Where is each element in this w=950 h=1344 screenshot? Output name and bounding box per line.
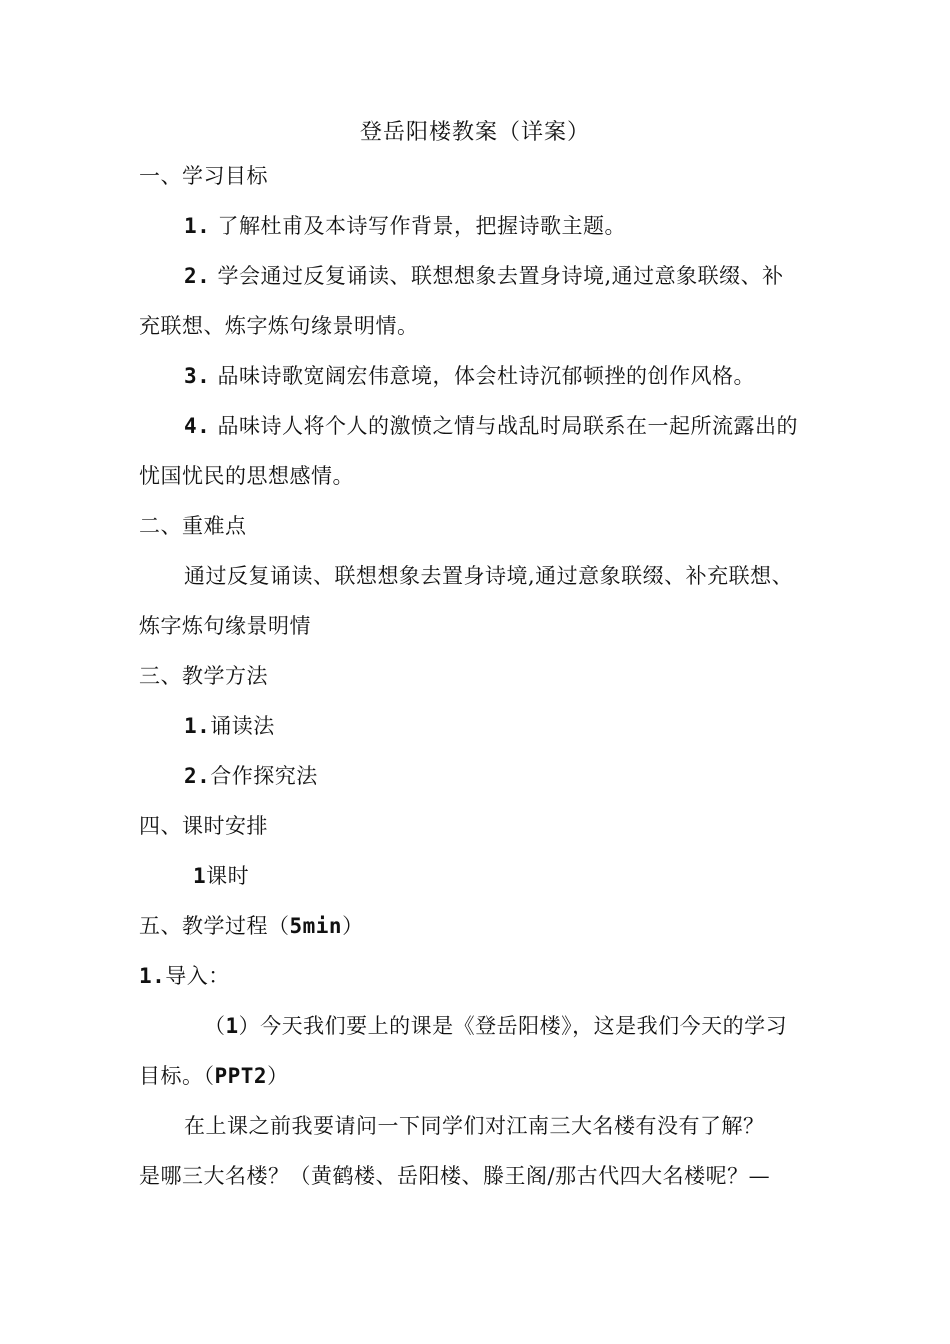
item-number: 1. (184, 214, 211, 238)
item-text: 了解杜甫及本诗写作背景，把握诗歌主题。 (217, 214, 626, 238)
item-text: 合作探究法 (210, 764, 318, 788)
method-item-1 (184, 711, 275, 741)
item-text: 诵读法 (210, 714, 275, 738)
slide-reference: PPT2 (214, 1064, 268, 1088)
item-text: 导入： (165, 964, 230, 988)
section-heading-schedule: 四、课时安排 (139, 814, 268, 838)
objective-item-1 (184, 211, 626, 241)
item-text: 课时 (206, 864, 250, 888)
text-part: （ (204, 1014, 226, 1038)
objective-item-2 (184, 261, 784, 291)
item-number: 1. (139, 964, 166, 988)
item-number: 2. (184, 264, 211, 288)
process-subheading-intro (139, 961, 230, 991)
text-part: 目标。（ (139, 1064, 215, 1088)
section-heading-objectives: 一、学习目标 (139, 164, 268, 188)
text-part: ） (267, 1064, 289, 1088)
item-number: 1 (193, 864, 207, 888)
item-number: 3. (184, 364, 211, 388)
objective-item-3 (184, 361, 755, 391)
heading-part: ） (342, 914, 364, 938)
method-item-2 (184, 761, 318, 791)
item-number: 2. (184, 764, 211, 788)
intro-paragraph-2: 在上课之前我要请问一下同学们对江南三大名楼有没有了解？ (184, 1114, 765, 1138)
duration: 5min (289, 914, 343, 938)
heading-part: 五、教学过程（ (139, 914, 290, 938)
section-heading-methods: 三、教学方法 (139, 664, 268, 688)
section-heading-key-points: 二、重难点 (139, 514, 247, 538)
document-title: 登岳阳楼教案（详案） (359, 120, 590, 145)
item-text: 学会通过反复诵读、联想想象去置身诗境,通过意象联缀、补 (217, 264, 784, 288)
objective-item-2-continued: 充联想、炼字炼句缘景明情。 (139, 314, 419, 338)
objective-item-4 (184, 411, 798, 441)
key-points-text: 通过反复诵读、联想想象去置身诗境,通过意象联缀、补充联想、 (184, 564, 794, 588)
item-number: 1. (184, 714, 211, 738)
intro-paragraph-1 (204, 1011, 787, 1041)
item-number: 4. (184, 414, 211, 438)
intro-paragraph-1-continued (139, 1061, 289, 1091)
text-part: ）今天我们要上的课是《登岳阳楼》，这是我们今天的学习 (238, 1014, 788, 1038)
objective-item-4-continued: 忧国忧民的思想感情。 (139, 464, 354, 488)
item-text: 品味诗歌宽阔宏伟意境，体会杜诗沉郁顿挫的创作风格。 (217, 364, 755, 388)
item-text: 品味诗人将个人的激愤之情与战乱时局联系在一起所流露出的 (217, 414, 798, 438)
section-heading-process (139, 911, 364, 941)
key-points-text-continued: 炼字炼句缘景明情 (139, 614, 311, 638)
item-number: 1 (225, 1014, 239, 1038)
schedule-item (193, 861, 249, 891)
intro-paragraph-2-continued: 是哪三大名楼？（黄鹤楼、岳阳楼、滕王阁/那古代四大名楼呢？— (139, 1164, 771, 1188)
